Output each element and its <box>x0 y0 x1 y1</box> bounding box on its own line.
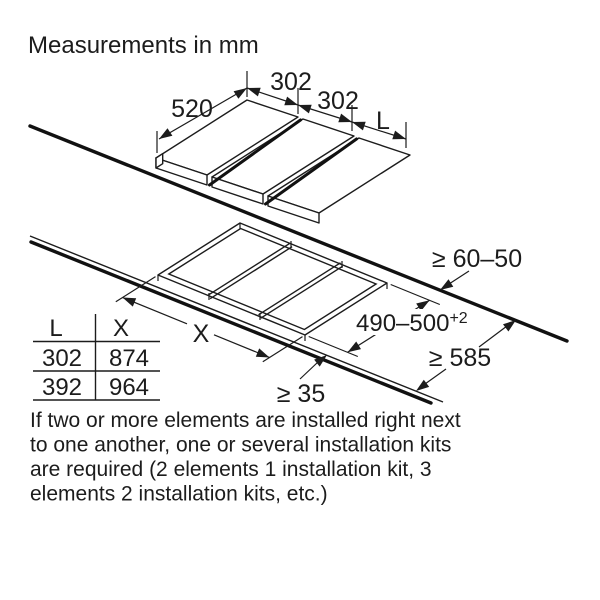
table-cell-l1: 302 <box>41 345 83 372</box>
dim-l-label: L <box>376 107 390 135</box>
table-cell-x2: 964 <box>108 374 150 401</box>
clearance-front-label: ≥ 35 <box>276 380 326 408</box>
dim-520-label: 520 <box>171 95 213 123</box>
clearance-side-label: ≥ 585 <box>428 344 492 372</box>
clearance-front <box>277 355 327 408</box>
table-header-x: X <box>112 315 130 342</box>
lx-table <box>33 314 160 401</box>
note-line-3: are required (2 elements 1 installation kit, 3 <box>30 458 432 481</box>
dim-302-first-label: 302 <box>270 68 312 96</box>
note-line-1: If two or more elements are installed right next <box>30 409 461 432</box>
table-header-l: L <box>49 315 63 342</box>
installation-note <box>30 409 461 506</box>
dim-302-second-label: 302 <box>317 87 359 115</box>
note-line-2: to one another, one or several installation kits <box>30 433 452 457</box>
clearance-back <box>432 245 522 290</box>
page-title: Measurements in mm <box>28 32 259 59</box>
table-cell-x1: 874 <box>108 345 150 372</box>
dim-490-500-label: $490-500^{+2}$ <box>356 310 468 337</box>
clearance-back-label: ≥ 60–50 <box>431 245 523 273</box>
dim-x-label: X <box>192 320 210 348</box>
note-line-4: elements 2 installation kits, etc.) <box>30 482 328 506</box>
table-cell-l2: 392 <box>41 374 83 401</box>
